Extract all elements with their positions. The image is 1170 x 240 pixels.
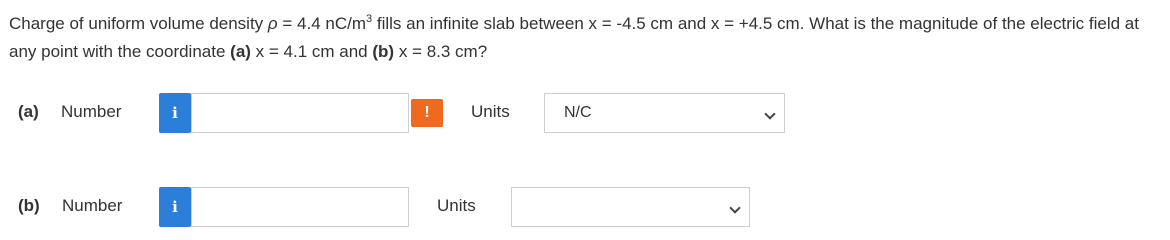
question-part-4: x = 4.1 cm and <box>250 42 373 61</box>
number-label-a: Number <box>61 102 122 121</box>
question-part-5: x = 8.3 cm? <box>394 42 488 61</box>
rho-symbol: ρ <box>267 14 278 33</box>
exponent: 3 <box>366 13 373 25</box>
number-input-a[interactable] <box>191 93 409 133</box>
units-select-a[interactable] <box>544 93 785 133</box>
info-icon[interactable]: i <box>159 187 191 227</box>
units-selected-a: N/C <box>564 104 592 121</box>
answer-row-a <box>0 93 1170 133</box>
units-select-b[interactable] <box>511 187 750 227</box>
number-label-b: Number <box>62 196 123 215</box>
units-label-a: Units <box>471 102 510 121</box>
part-a-tag: (a) <box>230 42 251 61</box>
part-b-label: (b) <box>18 196 40 215</box>
chevron-down-icon <box>729 202 740 213</box>
info-icon[interactable]: i <box>159 93 191 133</box>
question-part-3: fills an infinite slab between x = -4.5 cm and x = +4.5 cm. What is the magnitude of the electric field at any point with the coordinate <box>9 14 1139 61</box>
chevron-down-icon <box>764 108 775 119</box>
question-part-2: = 4.4 nC/m <box>277 14 367 33</box>
question-part-1: Charge of uniform volume density <box>9 14 268 33</box>
warning-icon[interactable]: ! <box>411 99 443 127</box>
part-b-tag: (b) <box>372 42 395 61</box>
part-a-label: (a) <box>18 102 39 121</box>
number-input-b[interactable] <box>191 187 409 227</box>
answer-row-b <box>0 187 1170 227</box>
units-label-b: Units <box>437 196 476 215</box>
question-text <box>9 10 1167 66</box>
